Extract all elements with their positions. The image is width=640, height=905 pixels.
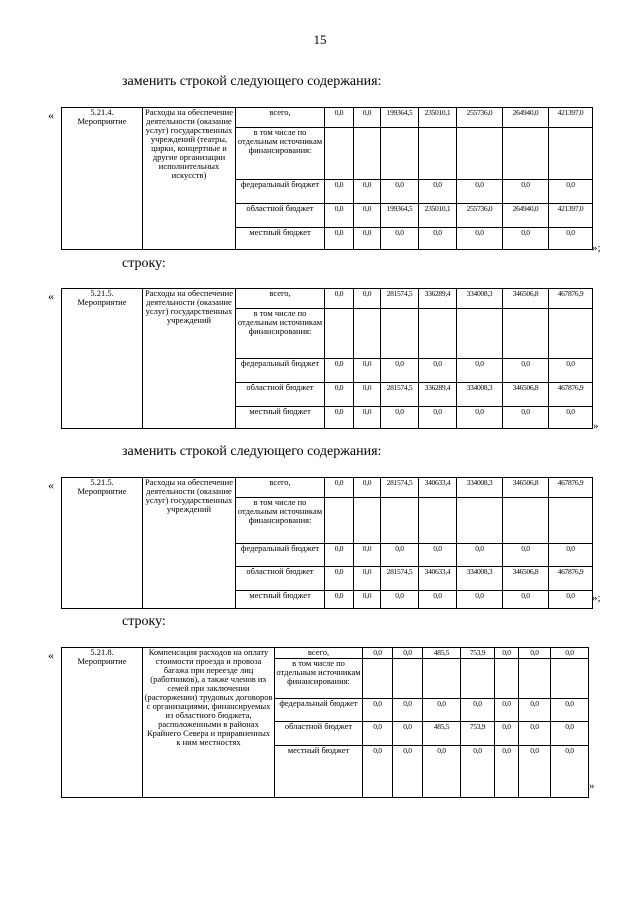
value-cell: 467876,9 xyxy=(549,289,593,309)
value-cell: 0,0 xyxy=(325,407,354,429)
activity-code: 5.21.5. xyxy=(90,288,114,298)
value-cell: 264940,0 xyxy=(503,108,549,128)
value-cell: 0,0 xyxy=(461,746,495,798)
value-cell xyxy=(354,498,381,544)
activity-kind: Мероприятие xyxy=(77,297,127,307)
value-cell: 0,0 xyxy=(419,228,457,250)
value-cell: 0,0 xyxy=(503,407,549,429)
value-cell: 421397,0 xyxy=(549,204,593,228)
value-cell: 255736,0 xyxy=(457,204,503,228)
value-cell: 0,0 xyxy=(354,383,381,407)
value-cell xyxy=(503,498,549,544)
value-cell: 0,0 xyxy=(457,228,503,250)
value-cell: 0,0 xyxy=(325,180,354,204)
funding-source-label: областной бюджет xyxy=(236,204,325,228)
value-cell: 485,5 xyxy=(423,648,461,659)
value-cell: 0,0 xyxy=(549,228,593,250)
value-cell: 0,0 xyxy=(325,228,354,250)
value-cell xyxy=(419,128,457,180)
activity-table xyxy=(61,107,593,250)
value-cell: 0,0 xyxy=(354,407,381,429)
funding-source-label: федеральный бюджет xyxy=(236,359,325,383)
value-cell xyxy=(549,498,593,544)
value-cell: 0,0 xyxy=(363,746,393,798)
value-cell: 0,0 xyxy=(381,407,419,429)
funding-source-label: в том числе по отдельным источникам финансирования: xyxy=(236,128,325,180)
page-number: 15 xyxy=(313,32,327,47)
value-cell: 334008,3 xyxy=(457,289,503,309)
block-heading: строку: xyxy=(122,256,166,271)
value-cell: 0,0 xyxy=(354,204,381,228)
block-heading: заменить строкой следующего содержания: xyxy=(122,444,382,459)
funding-source-label: в том числе по отдельным источникам финансирования: xyxy=(236,498,325,544)
activity-table xyxy=(61,647,589,798)
value-cell xyxy=(325,498,354,544)
value-cell xyxy=(549,309,593,359)
funding-source-label: областной бюджет xyxy=(236,567,325,591)
value-cell: 0,0 xyxy=(325,359,354,383)
value-cell xyxy=(419,498,457,544)
value-cell: 334008,3 xyxy=(457,383,503,407)
value-cell: 0,0 xyxy=(354,478,381,498)
funding-source-label: федеральный бюджет xyxy=(236,180,325,204)
value-cell: 0,0 xyxy=(393,648,423,659)
activity-table xyxy=(61,477,593,609)
value-cell: 199364,5 xyxy=(381,204,419,228)
funding-source-label: всего, xyxy=(236,289,325,309)
value-cell: 0,0 xyxy=(519,648,551,659)
value-cell: 0,0 xyxy=(549,359,593,383)
value-cell: 281574,5 xyxy=(381,289,419,309)
value-cell: 0,0 xyxy=(381,544,419,567)
value-cell: 0,0 xyxy=(381,228,419,250)
value-cell: 0,0 xyxy=(419,407,457,429)
activity-description: Компенсация расходов на оплату стоимости проезда и провоза багажа при переезде лиц (работников), а также членов их семей при заключении (расторжении) трудовых договоров с организациями, финансируемых из областного бюджета, расположенными в районах Крайнего Севера и приравненных к ним местностях xyxy=(143,648,275,798)
value-cell xyxy=(423,659,461,699)
activity-description: Расходы на обеспечение деятельности (оказание услуг) государственных учреждений xyxy=(143,289,236,429)
value-cell: 0,0 xyxy=(519,722,551,746)
value-cell: 346506,8 xyxy=(503,567,549,591)
value-cell: 753,9 xyxy=(461,722,495,746)
value-cell: 0,0 xyxy=(363,722,393,746)
value-cell: 0,0 xyxy=(551,648,589,659)
value-cell: 0,0 xyxy=(325,478,354,498)
value-cell: 0,0 xyxy=(325,289,354,309)
value-cell: 281574,5 xyxy=(381,567,419,591)
value-cell: 0,0 xyxy=(354,180,381,204)
activity-table xyxy=(61,288,593,429)
value-cell: 0,0 xyxy=(354,228,381,250)
value-cell: 0,0 xyxy=(461,699,495,722)
open-quote: « xyxy=(48,289,54,303)
value-cell: 336289,4 xyxy=(419,289,457,309)
value-cell xyxy=(363,659,393,699)
funding-source-label: местный бюджет xyxy=(236,591,325,609)
value-cell: 0,0 xyxy=(495,722,519,746)
value-cell: 421397,0 xyxy=(549,108,593,128)
value-cell: 255736,0 xyxy=(457,108,503,128)
value-cell: 346506,8 xyxy=(503,478,549,498)
funding-source-label: местный бюджет xyxy=(236,407,325,429)
value-cell: 0,0 xyxy=(457,359,503,383)
value-cell: 0,0 xyxy=(325,383,354,407)
value-cell: 0,0 xyxy=(419,591,457,609)
value-cell xyxy=(461,659,495,699)
value-cell: 199364,5 xyxy=(381,108,419,128)
value-cell: 0,0 xyxy=(423,699,461,722)
activity-kind: Мероприятие xyxy=(77,486,127,496)
value-cell: 0,0 xyxy=(457,544,503,567)
value-cell: 0,0 xyxy=(354,359,381,383)
value-cell: 0,0 xyxy=(325,544,354,567)
funding-source-label: в том числе по отдельным источникам финансирования: xyxy=(236,309,325,359)
value-cell: 0,0 xyxy=(419,359,457,383)
block-heading: строку: xyxy=(122,614,166,629)
value-cell: 0,0 xyxy=(325,591,354,609)
value-cell: 0,0 xyxy=(393,699,423,722)
value-cell: 0,0 xyxy=(551,746,589,798)
value-cell: 0,0 xyxy=(551,699,589,722)
value-cell: 0,0 xyxy=(519,699,551,722)
value-cell: 0,0 xyxy=(423,746,461,798)
value-cell xyxy=(519,659,551,699)
funding-source-label: в том числе по отдельным источникам финансирования: xyxy=(275,659,363,699)
value-cell xyxy=(551,659,589,699)
value-cell: 467876,9 xyxy=(549,567,593,591)
close-quote: »; xyxy=(592,242,601,254)
value-cell xyxy=(393,659,423,699)
value-cell: 0,0 xyxy=(381,359,419,383)
activity-kind: Мероприятие xyxy=(77,656,127,666)
funding-source-label: местный бюджет xyxy=(236,228,325,250)
value-cell: 0,0 xyxy=(393,722,423,746)
value-cell xyxy=(419,309,457,359)
value-cell xyxy=(381,498,419,544)
value-cell xyxy=(381,309,419,359)
value-cell: 753,9 xyxy=(461,648,495,659)
value-cell xyxy=(457,309,503,359)
value-cell: 467876,9 xyxy=(549,383,593,407)
value-cell: 0,0 xyxy=(549,407,593,429)
funding-source-label: всего, xyxy=(236,478,325,498)
activity-description: Расходы на обеспечение деятельности (оказание услуг) государственных учреждений (театры, цирки, концертные и другие организации исполнительных искусств) xyxy=(143,108,236,250)
activity-code: 5.21.8. xyxy=(90,647,114,657)
value-cell: 0,0 xyxy=(354,591,381,609)
value-cell: 0,0 xyxy=(549,544,593,567)
value-cell: 0,0 xyxy=(325,204,354,228)
activity-kind: Мероприятие xyxy=(77,116,127,126)
value-cell: 334008,3 xyxy=(457,478,503,498)
value-cell: 0,0 xyxy=(503,180,549,204)
value-cell xyxy=(325,128,354,180)
funding-source-label: всего, xyxy=(236,108,325,128)
value-cell: 0,0 xyxy=(354,108,381,128)
value-cell: 0,0 xyxy=(549,180,593,204)
value-cell: 0,0 xyxy=(457,407,503,429)
value-cell xyxy=(457,498,503,544)
value-cell: 0,0 xyxy=(325,567,354,591)
block-heading: заменить строкой следующего содержания: xyxy=(122,74,382,89)
open-quote: « xyxy=(48,478,54,492)
value-cell: 0,0 xyxy=(519,746,551,798)
value-cell: 235010,1 xyxy=(419,108,457,128)
close-quote: » xyxy=(589,780,595,792)
value-cell: 0,0 xyxy=(503,228,549,250)
value-cell xyxy=(503,128,549,180)
value-cell: 0,0 xyxy=(551,722,589,746)
value-cell: 0,0 xyxy=(419,544,457,567)
activity-code: 5.21.5. xyxy=(90,477,114,487)
value-cell: 0,0 xyxy=(503,359,549,383)
funding-source-label: областной бюджет xyxy=(236,383,325,407)
value-cell: 281574,5 xyxy=(381,383,419,407)
value-cell: 340633,4 xyxy=(419,478,457,498)
activity-code-cell xyxy=(62,648,143,798)
value-cell xyxy=(549,128,593,180)
value-cell: 0,0 xyxy=(381,591,419,609)
value-cell: 0,0 xyxy=(354,289,381,309)
value-cell: 235010,1 xyxy=(419,204,457,228)
value-cell: 0,0 xyxy=(503,544,549,567)
value-cell: 0,0 xyxy=(495,746,519,798)
value-cell: 0,0 xyxy=(325,108,354,128)
funding-source-label: областной бюджет xyxy=(275,722,363,746)
value-cell: 0,0 xyxy=(393,746,423,798)
value-cell xyxy=(325,309,354,359)
close-quote: » xyxy=(593,420,599,432)
value-cell: 340633,4 xyxy=(419,567,457,591)
value-cell: 0,0 xyxy=(503,591,549,609)
value-cell: 485,5 xyxy=(423,722,461,746)
value-cell xyxy=(457,128,503,180)
activity-code-cell xyxy=(62,478,143,609)
value-cell: 0,0 xyxy=(495,648,519,659)
value-cell xyxy=(495,659,519,699)
value-cell: 0,0 xyxy=(354,544,381,567)
value-cell: 336289,4 xyxy=(419,383,457,407)
value-cell: 0,0 xyxy=(363,648,393,659)
open-quote: « xyxy=(48,108,54,122)
value-cell xyxy=(381,128,419,180)
value-cell xyxy=(354,309,381,359)
value-cell: 0,0 xyxy=(419,180,457,204)
value-cell: 467876,9 xyxy=(549,478,593,498)
value-cell: 346506,8 xyxy=(503,289,549,309)
value-cell: 346506,8 xyxy=(503,383,549,407)
funding-source-label: всего, xyxy=(275,648,363,659)
value-cell: 264940,0 xyxy=(503,204,549,228)
value-cell: 334008,3 xyxy=(457,567,503,591)
value-cell: 0,0 xyxy=(457,591,503,609)
value-cell: 0,0 xyxy=(381,180,419,204)
activity-description: Расходы на обеспечение деятельности (оказание услуг) государственных учреждений xyxy=(143,478,236,609)
activity-code: 5.21.4. xyxy=(90,107,114,117)
funding-source-label: местный бюджет xyxy=(275,746,363,798)
funding-source-label: федеральный бюджет xyxy=(275,699,363,722)
value-cell: 0,0 xyxy=(549,591,593,609)
value-cell: 0,0 xyxy=(457,180,503,204)
value-cell: 0,0 xyxy=(495,699,519,722)
activity-code-cell xyxy=(62,108,143,250)
funding-source-label: федеральный бюджет xyxy=(236,544,325,567)
close-quote: »; xyxy=(592,592,601,604)
value-cell xyxy=(354,128,381,180)
open-quote: « xyxy=(48,648,54,662)
value-cell: 0,0 xyxy=(363,699,393,722)
activity-code-cell xyxy=(62,289,143,429)
value-cell: 0,0 xyxy=(354,567,381,591)
value-cell: 281574,5 xyxy=(381,478,419,498)
value-cell xyxy=(503,309,549,359)
